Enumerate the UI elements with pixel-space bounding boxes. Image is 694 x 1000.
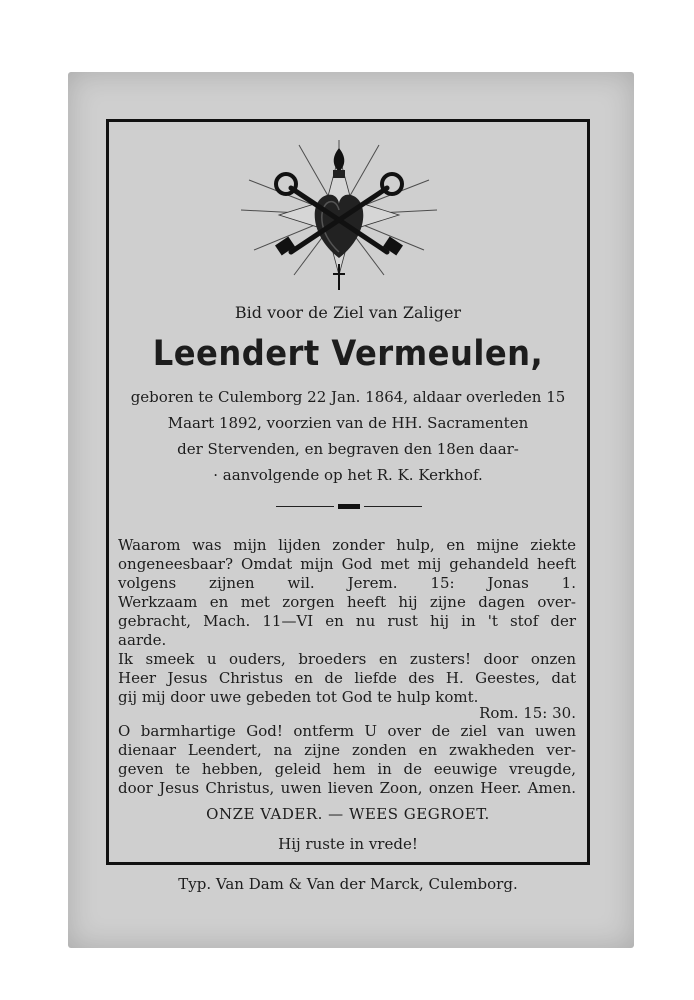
- intro-line: Bid voor de Ziel van Zaliger: [234, 303, 462, 322]
- deceased-name: Leendert Vermeulen,: [152, 334, 544, 374]
- scripture-reference: Rom. 15: 30.: [479, 704, 576, 722]
- printer-imprint: Typ. Van Dam & Van der Marck, Culemborg.: [178, 875, 518, 893]
- prayer-line: Werkzaam en met zorgen heeft hij zijne dagen over-: [118, 593, 576, 611]
- rest-in-peace: Hij ruste in vrede!: [278, 835, 418, 853]
- prayer-line: gij mij door uwe gebeden tot God te hulp komt.: [118, 688, 479, 706]
- prayer-line: door Jesus Christus, uwen lieven Zoon, onzen Heer. Amen.: [118, 779, 576, 797]
- ornamental-divider: [276, 503, 422, 511]
- prayer-line: volgens zijnen wil. Jerem. 15: Jonas 1.: [118, 574, 576, 592]
- prayer-line: Ik smeek u ouders, broeders en zusters! door onzen: [118, 650, 576, 668]
- prayer-line: Waarom was mijn lijden zonder hulp, en mijne ziekte: [118, 536, 576, 554]
- bio-line-3: der Stervenden, en begraven den 18en daar-: [177, 440, 519, 458]
- bio-line-1: geboren te Culemborg 22 Jan. 1864, aldaar overleden 15: [130, 388, 566, 406]
- closing-prayer: ONZE VADER. — WEES GEGROET.: [206, 805, 490, 823]
- bio-line-2: Maart 1892, voorzien van de HH. Sacramenten: [167, 414, 529, 432]
- prayer-line: ongeneesbaar? Omdat mijn God met mij gehandeld heeft: [118, 555, 576, 573]
- prayer-line: aarde.: [118, 631, 167, 649]
- prayer-line: geven te hebben, geleid hem in de eeuwige vreugde,: [118, 760, 576, 778]
- prayer-line: Heer Jesus Christus en de liefde des H. Geestes, dat: [118, 669, 576, 687]
- prayer-line: dienaar Leendert, na zijne zonden en zwakheden ver-: [118, 741, 576, 759]
- bio-line-4: · aanvolgende op het R. K. Kerkhof.: [213, 466, 483, 484]
- prayer-line: gebracht, Mach. 11—VI en nu rust hij in 't stof der: [118, 612, 576, 630]
- prayer-line: O barmhartige God! ontferm U over de ziel van uwen: [118, 722, 576, 740]
- sacred-heart-keys-icon: [239, 140, 439, 300]
